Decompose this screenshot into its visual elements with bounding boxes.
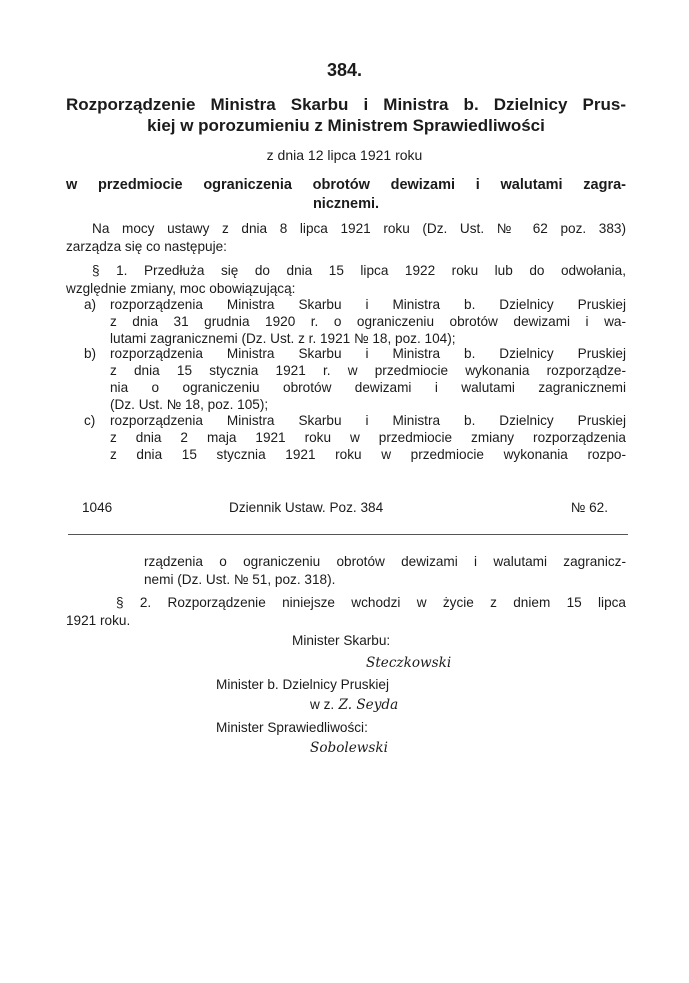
preamble xyxy=(66,220,626,256)
list-item-line: rozporządzenia Ministra Skarbu i Ministra b. Dzielnicy Pruskiej xyxy=(110,346,626,361)
signature-1-title: Minister Skarbu: xyxy=(292,633,391,648)
signature-3-name: Sobolewski xyxy=(310,740,388,756)
section-2 xyxy=(66,594,626,630)
continuation-line-1: rządzenia o ograniczeniu obrotów dewizami i walutami zagranicz- xyxy=(144,554,626,569)
list-item-label: c) xyxy=(84,413,96,428)
act-title xyxy=(66,94,626,136)
page-number: 1046 xyxy=(82,500,113,515)
title-line-1: Rozporządzenie Ministra Skarbu i Ministra b. Dzielnicy Prus- xyxy=(66,95,626,114)
list-item-line: nia o ograniczeniu obrotów dewizami i walutami zagranicznemi xyxy=(110,380,626,395)
section-1-line-2: względnie zmiany, moc obowiązującą: xyxy=(66,281,296,296)
section-2-line-2: 1921 roku. xyxy=(66,613,131,628)
journal-reference: Dziennik Ustaw. Poz. 384 xyxy=(229,500,384,515)
list-item-line: (Dz. Ust. № 18, poz. 105); xyxy=(110,397,269,412)
act-date: z dnia 12 lipca 1921 roku xyxy=(266,147,423,163)
list-item-label: a) xyxy=(84,297,97,312)
issue-number: № 62. xyxy=(570,500,608,515)
subject-line-1: w przedmiocie ograniczenia obrotów dewizami i walutami zagra- xyxy=(66,177,626,193)
list-item-line: rozporządzenia Ministra Skarbu i Ministra b. Dzielnicy Pruskiej xyxy=(110,297,626,312)
list-item-line: z dnia 15 stycznia 1921 roku w przedmiocie wykonania rozpo- xyxy=(110,447,626,462)
list-item-line: z dnia 31 grudnia 1920 r. o ograniczeniu obrotów dewizami i wa- xyxy=(110,314,626,329)
list-item-label: b) xyxy=(84,346,97,361)
list-item-a xyxy=(84,296,626,347)
signature-2-title: Minister b. Dzielnicy Pruskiej xyxy=(216,677,389,692)
signature-1-name: Steczkowski xyxy=(366,655,452,671)
section-2-line-1: § 2. Rozporządzenie niniejsze wchodzi w życie z dniem 15 lipca xyxy=(116,595,626,610)
signature-3-title: Minister Sprawiedliwości: xyxy=(216,720,368,735)
section-1 xyxy=(66,262,626,298)
signature-2-name: Z. Seyda xyxy=(338,697,399,713)
title-line-2: kiej w porozumieniu z Ministrem Sprawiedliwości xyxy=(147,116,545,135)
preamble-line-1: Na mocy ustawy z dnia 8 lipca 1921 roku (Dz. Ust. № 62 poz. 383) xyxy=(92,221,626,236)
list-item-c xyxy=(84,412,626,463)
list-item-line: z dnia 15 stycznia 1921 r. w przedmiocie wykonania rozporządze- xyxy=(110,363,626,378)
signature-2-line xyxy=(310,694,398,716)
list-item-line: lutami zagranicznemi (Dz. Ust. z r. 1921 № 18, poz. 104); xyxy=(110,331,456,346)
subject-line-2: nicznemi. xyxy=(312,196,380,212)
act-subject xyxy=(66,176,626,214)
footer-divider xyxy=(68,534,628,535)
act-number: 384. xyxy=(326,60,363,80)
section-1-line-1: § 1. Przedłuża się do dnia 15 lipca 1922 roku lub do odwołania, xyxy=(92,263,626,278)
preamble-line-2: zarządza się co następuje: xyxy=(66,239,227,254)
list-item-b xyxy=(84,345,626,413)
signature-2-prefix: w z. xyxy=(310,697,335,712)
continuation-line-2: nemi (Dz. Ust. № 51, poz. 318). xyxy=(144,572,336,587)
continuation-text xyxy=(144,553,626,589)
list-item-line: rozporządzenia Ministra Skarbu i Ministra b. Dzielnicy Pruskiej xyxy=(110,413,626,428)
list-item-line: z dnia 2 maja 1921 roku w przedmiocie zmiany rozporządzenia xyxy=(110,430,626,445)
